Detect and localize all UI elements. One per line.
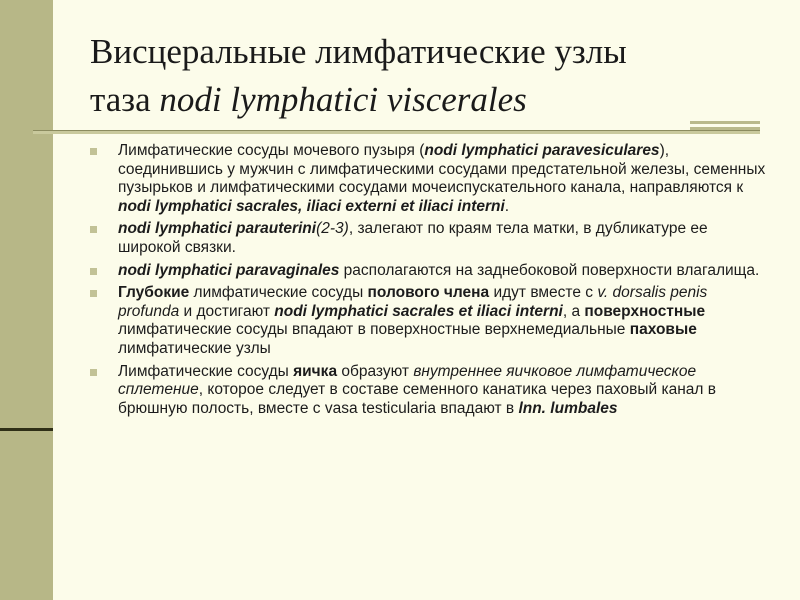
title-line-2-prefix: таза	[90, 80, 160, 119]
bullet-item	[90, 220, 770, 257]
title-line-1: Висцеральные лимфатические узлы	[90, 32, 627, 71]
bullet-text	[118, 363, 716, 417]
bullet-text	[118, 220, 708, 256]
bullet-item	[90, 142, 770, 216]
bullet-text-segment: .	[504, 197, 510, 215]
bullet-text-segment: и достигают	[179, 302, 275, 320]
bullet-text-segment: образуют	[337, 362, 414, 380]
bullet-text-segment: полового члена	[367, 284, 490, 302]
bullet-text-segment: nodi lymphatici parauterini	[118, 220, 317, 238]
bullet-text	[118, 262, 759, 279]
bullet-item	[90, 363, 770, 419]
bullet-list	[90, 142, 770, 422]
title-line-2-latin: nodi lymphatici viscerales	[159, 80, 527, 119]
bullet-text-segment: , залегают по краям тела матки, в дубликатуре ее широкой связки.	[118, 220, 708, 256]
bullet-text-segment: идут вместе с	[489, 284, 598, 302]
bullet-text-segment: v. dorsalis penis profunda	[118, 284, 708, 320]
bullet-text-segment: lnn. lumbales	[518, 399, 618, 417]
bullet-square-icon	[90, 148, 97, 155]
bullet-text-segment: nodi lymphatici sacrales et iliaci interni	[274, 302, 563, 320]
bullet-text-segment: nodi lymphatici paravesiculares	[424, 142, 660, 159]
bullet-text-segment: Лимфатические сосуды мочевого пузыря (	[118, 142, 425, 159]
bullet-text-segment: , которое следует в составе семенного канатика через паховый канал в брюшную полость, вместе с vasa testicularia впадают в	[118, 381, 716, 417]
decorative-bar	[690, 121, 760, 124]
title-rule	[33, 131, 760, 134]
bullet-text-segment: (2-3)	[316, 220, 349, 238]
bullet-text-segment: яичка	[293, 362, 338, 380]
bullet-square-icon	[90, 290, 97, 297]
bullet-text	[118, 284, 707, 357]
title-rule-line	[33, 130, 760, 131]
bullet-text-segment: ), соединившись у мужчин с лимфатическими сосудами предстательной железы, семенных пузырьков и лимфатическими сосудами мочеиспускательного канала, направляются к	[118, 142, 766, 197]
bullet-text-segment: Лимфатические сосуды	[118, 362, 294, 380]
bullet-text-segment: лимфатические сосуды впадают в поверхностные верхнемедиальные	[118, 321, 630, 339]
bullet-square-icon	[90, 369, 97, 376]
bullet-text-segment: лимфатические сосуды	[189, 284, 368, 302]
bullet-square-icon	[90, 268, 97, 275]
bullet-item	[90, 262, 770, 281]
decorative-bars	[690, 121, 760, 133]
bullet-item	[90, 284, 770, 358]
decorative-bar	[690, 127, 760, 130]
left-decorative-band	[0, 0, 53, 600]
bullet-text	[118, 142, 765, 215]
bullet-square-icon	[90, 226, 97, 233]
band-divider	[0, 428, 53, 431]
bullet-text-segment: внутреннее яичковое лимфатическое сплетение	[118, 362, 697, 399]
bullet-text-segment: паховые	[629, 321, 697, 339]
bullet-text-segment: поверхностные	[584, 302, 706, 320]
bullet-text-segment: лимфатические узлы	[118, 339, 271, 357]
bullet-text-segment: Глубокие	[118, 284, 190, 302]
bullet-text-segment: nodi lymphatici paravaginales	[118, 261, 340, 279]
bullet-text-segment: , а	[562, 302, 585, 320]
slide-title	[90, 28, 770, 124]
bullet-text-segment: nodi lymphatici sacrales, iliaci externi et iliaci interni	[118, 197, 505, 215]
bullet-text-segment: располагаются на заднебоковой поверхности влагалища.	[339, 261, 760, 279]
